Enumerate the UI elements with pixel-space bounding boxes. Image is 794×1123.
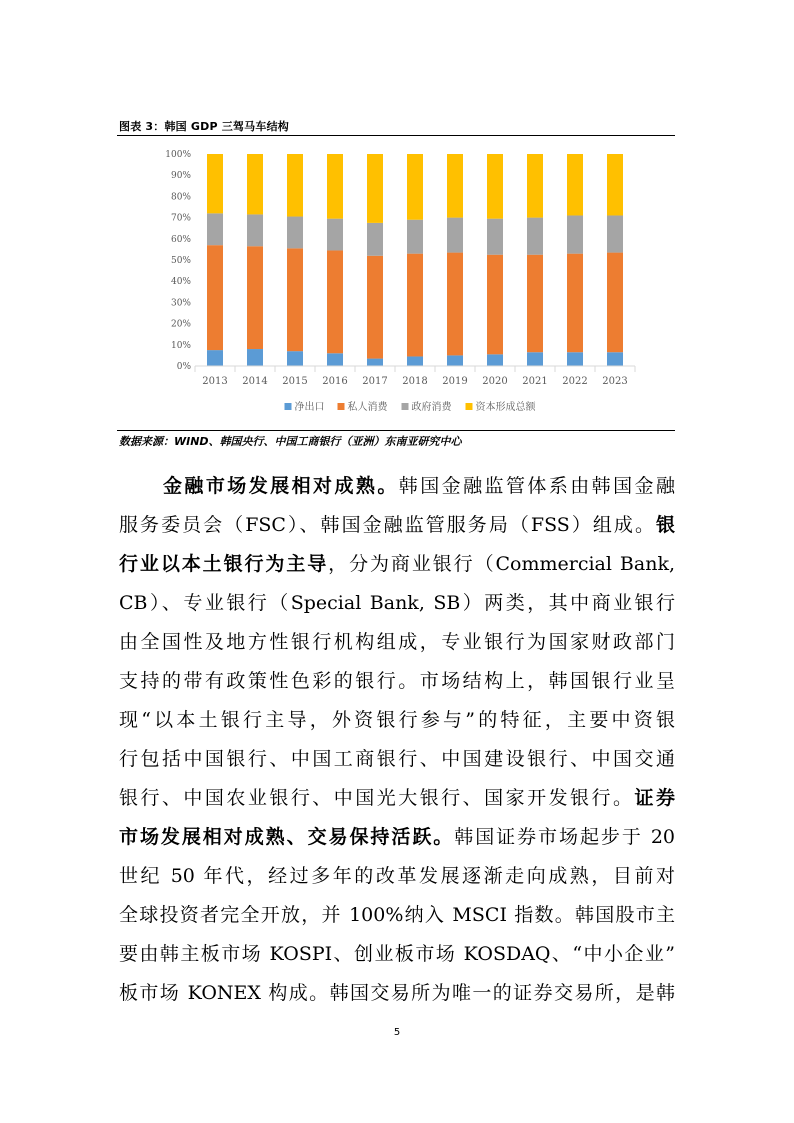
legend-label: 净出口 <box>294 402 325 413</box>
paragraph-line <box>119 701 675 740</box>
body-text: 服务委员会（FSC）、韩国金融监管服务局（FSS）组成。 <box>119 514 656 536</box>
x-tick-label: 2014 <box>242 376 268 387</box>
figure-source: 数据来源：WIND、韩国央行、中国工商银行（亚洲）东南亚研究中心 <box>119 435 462 448</box>
bar-segment-0 <box>487 354 503 366</box>
emphasis-text: 证券 <box>634 787 675 809</box>
paragraph-line <box>119 779 675 818</box>
figure-bottom-rule <box>117 430 675 431</box>
figure-title: 图表 3：韩国 GDP 三驾马车结构 <box>119 120 289 133</box>
body-text: 银行、中国农业银行、中国光大银行、国家开发银行。 <box>119 787 635 809</box>
bar-segment-2 <box>287 217 303 249</box>
body-text: 由全国性及地方性银行机构组成，专业银行为国家财政部门 <box>119 631 675 653</box>
body-text: CB）、专业银行（Special Bank, SB）两类，其中商业银行 <box>119 592 675 614</box>
bar-segment-0 <box>607 352 623 366</box>
bar-segment-0 <box>327 353 343 366</box>
bar-segment-1 <box>207 245 223 350</box>
legend-label: 政府消费 <box>411 402 452 413</box>
paragraph-line <box>119 974 675 1013</box>
x-tick-label: 2016 <box>322 376 348 387</box>
bar-segment-1 <box>527 255 543 353</box>
body-text: 韩国证券市场起步于 20 <box>454 826 675 848</box>
bar-segment-3 <box>407 154 423 220</box>
emphasis-text: 金融市场发展相对成熟。 <box>163 475 399 497</box>
bar-segment-0 <box>247 349 263 366</box>
y-tick-label: 40% <box>170 277 191 288</box>
x-tick-label: 2013 <box>202 376 228 387</box>
y-tick-label: 50% <box>170 256 191 266</box>
y-tick-label: 0% <box>176 362 191 372</box>
legend-label: 资本形成总额 <box>475 402 536 413</box>
paragraph-line <box>119 857 675 896</box>
y-tick-label: 80% <box>170 192 191 203</box>
y-tick-label: 70% <box>170 213 191 224</box>
x-tick-label: 2019 <box>442 376 468 387</box>
y-tick-label: 30% <box>170 298 191 309</box>
x-tick-label: 2022 <box>562 376 588 387</box>
bar-segment-3 <box>247 154 263 214</box>
y-tick-label: 60% <box>170 234 191 245</box>
page-number: 5 <box>393 1027 401 1038</box>
bar-segment-3 <box>447 154 463 218</box>
bar-segment-2 <box>607 215 623 252</box>
bar-segment-3 <box>487 154 503 219</box>
paragraph-line <box>119 662 675 701</box>
bar-segment-1 <box>327 250 343 353</box>
paragraph-line <box>119 935 675 974</box>
paragraph-line <box>119 506 675 545</box>
body-text: 世纪 50 年代，经过多年的改革发展逐渐走向成熟，目前对 <box>119 865 675 887</box>
bar-segment-0 <box>367 359 383 366</box>
emphasis-text: 市场发展相对成熟、交易保持活跃。 <box>119 826 455 848</box>
paragraph-line <box>119 584 675 623</box>
x-tick-label: 2015 <box>282 376 308 387</box>
bar-segment-3 <box>287 154 303 217</box>
bar-segment-2 <box>207 213 223 245</box>
x-tick-label: 2017 <box>362 376 388 387</box>
bar-segment-1 <box>247 246 263 349</box>
bar-segment-2 <box>327 219 343 251</box>
body-text: 行包括中国银行、中国工商银行、中国建设银行、中国交通 <box>119 748 675 770</box>
bar-segment-2 <box>447 218 463 253</box>
bar-segment-2 <box>567 215 583 253</box>
body-text: 要由韩主板市场 KOSPI、创业板市场 KOSDAQ、“中小企业” <box>119 943 675 965</box>
gdp-structure-chart <box>117 138 675 430</box>
bar-segment-1 <box>487 255 503 355</box>
paragraph-line <box>119 818 675 857</box>
bar-segment-3 <box>567 154 583 215</box>
bar-segment-3 <box>207 154 223 213</box>
bar-segment-3 <box>327 154 343 219</box>
bar-segment-0 <box>567 352 583 366</box>
paragraph-line <box>119 623 675 662</box>
body-text: ，分为商业银行（Commercial Bank, <box>328 553 675 575</box>
body-paragraph <box>119 467 675 1013</box>
bar-segment-1 <box>407 254 423 357</box>
bar-segment-3 <box>607 154 623 215</box>
bar-segment-0 <box>407 356 423 366</box>
bar-segment-2 <box>407 220 423 254</box>
bar-segment-1 <box>567 254 583 353</box>
bar-segment-3 <box>527 154 543 218</box>
bar-segment-1 <box>607 253 623 353</box>
bar-segment-0 <box>447 355 463 366</box>
legend-swatch <box>338 403 345 410</box>
y-tick-label: 20% <box>170 319 191 330</box>
bar-segment-1 <box>447 253 463 356</box>
bar-segment-0 <box>287 351 303 366</box>
legend-swatch <box>466 403 473 410</box>
legend-swatch <box>285 403 292 410</box>
emphasis-text: 银 <box>655 514 675 536</box>
emphasis-text: 行业以本土银行为主导 <box>119 553 329 575</box>
body-text: 韩国金融监管体系由韩国金融 <box>398 475 675 497</box>
x-tick-label: 2023 <box>602 376 628 387</box>
paragraph-line <box>119 467 675 506</box>
bar-segment-2 <box>367 223 383 256</box>
figure-top-rule <box>117 135 675 136</box>
y-tick-label: 90% <box>170 171 191 182</box>
bar-segment-2 <box>527 218 543 255</box>
bar-segment-2 <box>487 219 503 255</box>
bar-segment-0 <box>527 352 543 366</box>
body-text: 板市场 KONEX 构成。韩国交易所为唯一的证券交易所，是韩 <box>119 982 675 1004</box>
x-tick-label: 2020 <box>482 376 508 387</box>
paragraph-line <box>119 740 675 779</box>
y-tick-label: 100% <box>165 150 191 160</box>
x-tick-label: 2021 <box>522 376 548 387</box>
bar-segment-2 <box>247 214 263 246</box>
bar-segment-0 <box>207 350 223 366</box>
bar-segment-1 <box>367 256 383 359</box>
body-text: 现“以本土银行主导，外资银行参与”的特征，主要中资银 <box>119 709 675 731</box>
bar-segment-1 <box>287 248 303 351</box>
legend-swatch <box>402 403 409 410</box>
legend-label: 私人消费 <box>347 402 388 413</box>
paragraph-line <box>119 896 675 935</box>
body-text: 支持的带有政策性色彩的银行。市场结构上，韩国银行业呈 <box>119 670 675 692</box>
x-tick-label: 2018 <box>402 376 428 387</box>
body-text: 全球投资者完全开放，并 100%纳入 MSCI 指数。韩国股市主 <box>119 904 675 926</box>
bar-segment-3 <box>367 154 383 223</box>
y-tick-label: 10% <box>170 340 191 351</box>
paragraph-line <box>119 545 675 584</box>
